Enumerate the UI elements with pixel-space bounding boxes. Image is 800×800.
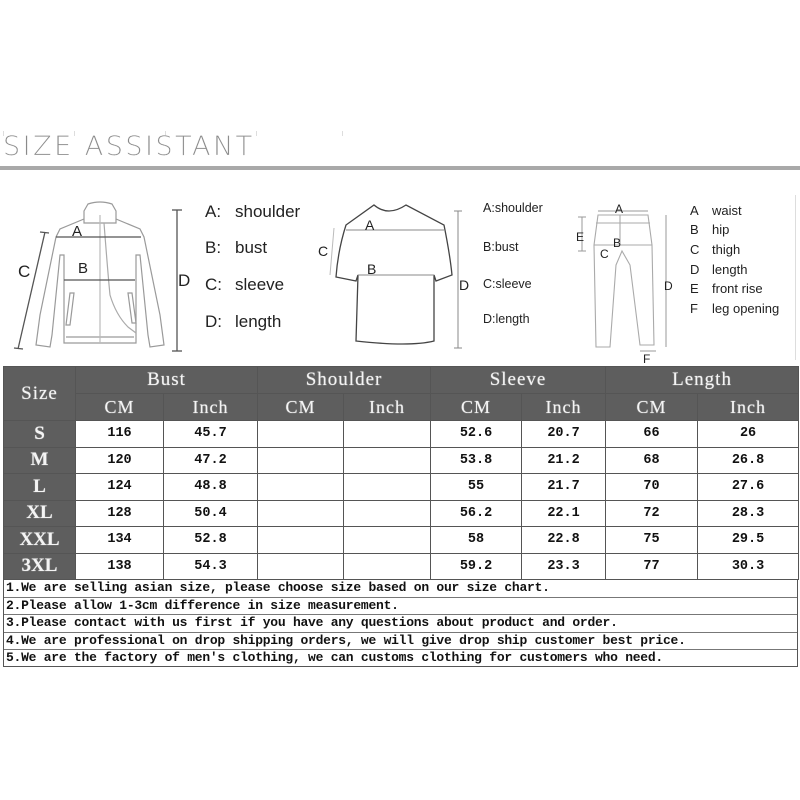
table-row xyxy=(4,500,799,527)
shoulder-inch xyxy=(344,421,431,448)
bust-inch: 52.8 xyxy=(164,527,258,554)
jacket-diagram xyxy=(0,195,320,360)
header-length: Length xyxy=(606,367,799,394)
svg-text:C: C xyxy=(600,247,609,261)
svg-text:B: B xyxy=(367,261,377,277)
pants-diagram xyxy=(570,195,800,365)
header-unit-cm: CM xyxy=(76,394,164,421)
legend-item-length: D:length xyxy=(483,312,530,326)
header-sleeve: Sleeve xyxy=(431,367,606,394)
header-unit-inch: Inch xyxy=(522,394,606,421)
shoulder-inch xyxy=(344,474,431,501)
header-bust: Bust xyxy=(76,367,258,394)
length-inch: 26 xyxy=(698,421,799,448)
shoulder-inch xyxy=(344,500,431,527)
notes-list xyxy=(3,580,798,667)
sleeve-cm: 56.2 xyxy=(431,500,522,527)
length-cm: 68 xyxy=(606,447,698,474)
length-cm: 66 xyxy=(606,421,698,448)
legend-item-hip: B hip xyxy=(690,222,730,237)
length-inch: 27.6 xyxy=(698,474,799,501)
header-shoulder: Shoulder xyxy=(258,367,431,394)
jacket-illustration-icon xyxy=(0,195,200,360)
bust-cm: 124 xyxy=(76,474,164,501)
shoulder-cm xyxy=(258,474,344,501)
table-row xyxy=(4,527,799,554)
svg-text:C: C xyxy=(318,243,329,259)
length-inch: 28.3 xyxy=(698,500,799,527)
header-unit-inch: Inch xyxy=(698,394,799,421)
sleeve-cm: 55 xyxy=(431,474,522,501)
legend-item-sleeve: C: sleeve xyxy=(205,275,285,294)
header-size: Size xyxy=(4,367,76,421)
note-item: 2.Please allow 1-3cm difference in size measurement. xyxy=(4,597,797,614)
svg-text:E: E xyxy=(576,230,585,244)
bust-cm: 116 xyxy=(76,421,164,448)
svg-text:B: B xyxy=(613,236,622,250)
svg-text:A: A xyxy=(365,217,375,233)
bust-cm: 134 xyxy=(76,527,164,554)
svg-text:D: D xyxy=(664,279,673,293)
sleeve-inch: 22.8 xyxy=(522,527,606,554)
sleeve-cm: 53.8 xyxy=(431,447,522,474)
legend-item-waist: A waist xyxy=(690,203,742,218)
sleeve-inch: 23.3 xyxy=(522,553,606,580)
pants-illustration-icon xyxy=(570,195,680,365)
legend-item-shoulder: A: shoulder xyxy=(205,202,301,221)
svg-text:A: A xyxy=(615,202,624,216)
shoulder-inch xyxy=(344,527,431,554)
header-unit-cm: CM xyxy=(431,394,522,421)
page-title: SIZE ASSISTANT xyxy=(3,131,255,162)
sleeve-cm: 52.6 xyxy=(431,421,522,448)
svg-text:A: A xyxy=(72,223,83,240)
bust-inch: 50.4 xyxy=(164,500,258,527)
svg-text:F: F xyxy=(643,352,651,366)
shoulder-cm xyxy=(258,447,344,474)
note-item: 1.We are selling asian size, please choose size based on our size chart. xyxy=(6,580,550,595)
bust-inch: 45.7 xyxy=(164,421,258,448)
legend-item-leg-opening: F leg opening xyxy=(690,301,780,316)
svg-text:D: D xyxy=(459,277,470,293)
size-label: XXL xyxy=(4,527,76,554)
length-cm: 72 xyxy=(606,500,698,527)
shoulder-inch xyxy=(344,447,431,474)
header-unit-cm: CM xyxy=(606,394,698,421)
size-label: 3XL xyxy=(4,553,76,580)
legend-item-sleeve: C:sleeve xyxy=(483,277,532,291)
shoulder-cm xyxy=(258,421,344,448)
header-unit-cm: CM xyxy=(258,394,344,421)
legend-item-length: D: length xyxy=(205,312,282,331)
note-item: 3.Please contact with us first if you have any questions about product and order. xyxy=(4,614,797,631)
legend-item-thigh: C thigh xyxy=(690,242,741,257)
title-divider xyxy=(0,166,800,170)
svg-text:D: D xyxy=(178,271,191,290)
sleeve-cm: 58 xyxy=(431,527,522,554)
size-label: XL xyxy=(4,500,76,527)
svg-text:C: C xyxy=(18,262,31,281)
length-cm: 75 xyxy=(606,527,698,554)
bust-inch: 54.3 xyxy=(164,553,258,580)
size-label: L xyxy=(4,474,76,501)
table-row xyxy=(4,553,799,580)
bust-cm: 128 xyxy=(76,500,164,527)
sleeve-inch: 21.7 xyxy=(522,474,606,501)
shoulder-cm xyxy=(258,500,344,527)
tshirt-illustration-icon xyxy=(310,195,480,360)
size-label: M xyxy=(4,447,76,474)
tshirt-diagram xyxy=(310,195,570,360)
legend-item-length: D length xyxy=(690,262,748,277)
sleeve-inch: 22.1 xyxy=(522,500,606,527)
note-item: 4.We are professional on drop shipping orders, we will give drop ship customer best price. xyxy=(4,632,797,649)
table-header-groups xyxy=(4,367,799,394)
legend-item-bust: B: bust xyxy=(205,238,268,257)
header-unit-inch: Inch xyxy=(344,394,431,421)
table-row xyxy=(4,447,799,474)
svg-text:B: B xyxy=(78,260,89,277)
length-inch: 26.8 xyxy=(698,447,799,474)
bust-inch: 47.2 xyxy=(164,447,258,474)
shoulder-inch xyxy=(344,553,431,580)
bust-cm: 120 xyxy=(76,447,164,474)
table-header-units xyxy=(4,394,799,421)
sleeve-cm: 59.2 xyxy=(431,553,522,580)
size-chart-table xyxy=(3,366,799,580)
size-label: S xyxy=(4,421,76,448)
sleeve-inch: 20.7 xyxy=(522,421,606,448)
note-item: 5.We are the factory of men's clothing, we can customs clothing for customers who need. xyxy=(4,649,797,666)
divider-line xyxy=(795,195,796,360)
shoulder-cm xyxy=(258,527,344,554)
shoulder-cm xyxy=(258,553,344,580)
header-unit-inch: Inch xyxy=(164,394,258,421)
length-cm: 77 xyxy=(606,553,698,580)
bust-inch: 48.8 xyxy=(164,474,258,501)
length-inch: 30.3 xyxy=(698,553,799,580)
table-row xyxy=(4,474,799,501)
length-inch: 29.5 xyxy=(698,527,799,554)
legend-item-bust: B:bust xyxy=(483,240,519,254)
legend-item-shoulder: A:shoulder xyxy=(483,201,543,215)
table-row xyxy=(4,421,799,448)
sleeve-inch: 21.2 xyxy=(522,447,606,474)
bust-cm: 138 xyxy=(76,553,164,580)
legend-item-front-rise: E front rise xyxy=(690,281,763,296)
length-cm: 70 xyxy=(606,474,698,501)
